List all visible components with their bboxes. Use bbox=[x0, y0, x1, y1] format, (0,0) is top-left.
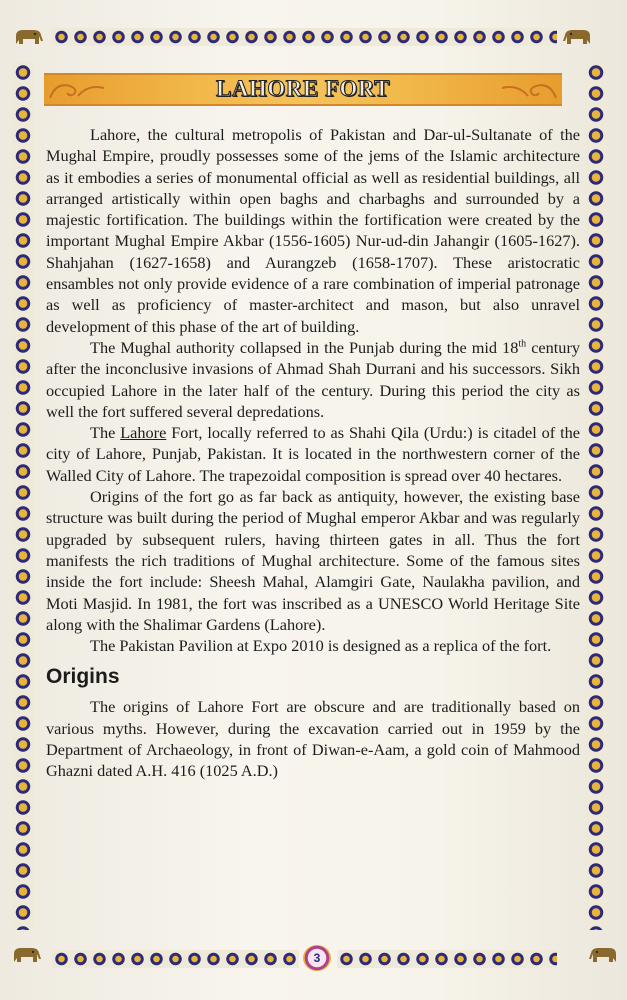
paragraph: Lahore, the cultural metropolis of Pakistan and Dar-ul-Sultanate of the Mughal Empire, proudly possesses some of the jems of the Islamic architecture as it embodies a series of monumental official as well as residential buildings, all arranged artistically within open baghs and charbaghs and surrounded by a majestic fortification. The buildings within the fortification were created by the important Mughal Empire Akbar (1556-1605) Nur-ud-din Jahangir (1605-1627). Shahjahan (1627-1658) and Aurangzeb (1658-1707). These aristocratic ensambles not only provide evidence of a rare combination of imperial patronage as well as proficiency of master-architect and mason, but also unravel development of this phase of the art of building. bbox=[46, 125, 580, 336]
ornamental-border-bottom-right bbox=[337, 950, 557, 968]
elephant-icon bbox=[10, 944, 44, 966]
title-banner bbox=[44, 73, 562, 106]
ornamental-border-right bbox=[585, 62, 607, 930]
page-number-badge: 3 bbox=[303, 945, 331, 971]
paragraph-text: century after the inconclusive invasions of Ahmad Shah Durrani and his successors. Sikh occupied Lahore in the later half of the century. During this period the city as well the fort suffered several depredations. bbox=[46, 337, 581, 421]
paragraph-text: The bbox=[90, 423, 121, 443]
paragraph: Origins of the fort go as far back as antiquity, however, the existing base structure was built during the period of Mughal emperor Akbar and was regularly upgraded by subsequent rulers, having thirteen gates in all. Thus the fort manifests the rich traditions of Mughal architecture. Some of the famous sites inside the fort include: Sheesh Mahal, Alamgiri Gate, Naulakha pavilion, and Moti Masjid. In 1981, the fort was inscribed as a UNESCO World Heritage Site along with the Shalimar Gardens (Lahore). bbox=[46, 487, 580, 634]
elephant-icon bbox=[586, 944, 620, 966]
paragraph: The origins of Lahore Fort are obscure and are traditionally based on various myths. However, during the excavation carried out in 1959 by the Department of Archaeology, in front of Diwan-e-Aam, a gold coin of Mahmood Ghazni dated A.H. 416 (1025 A.D.) bbox=[46, 697, 580, 781]
ornamental-border-left bbox=[12, 62, 34, 930]
paragraph-text: The Mughal authority collapsed in the Punjab during the mid 18 bbox=[90, 337, 519, 357]
article-body bbox=[46, 124, 580, 782]
ornamental-border-bottom-left bbox=[52, 950, 299, 968]
elephant-icon bbox=[560, 26, 594, 48]
underlined-link: Lahore bbox=[120, 423, 167, 443]
page-title: LAHORE FORT bbox=[215, 76, 390, 101]
paragraph bbox=[46, 422, 580, 486]
paragraph-text: Fort, locally referred to as Shahi Qila (Urdu:) is citadel of the city of Lahore, Punjab, Pakistan. It is located in the northwestern corner of the Walled City of Lahore. The trapezoidal composition is spread over 40 hectares. bbox=[46, 423, 580, 485]
paragraph: The Pakistan Pavilion at Expo 2010 is designed as a replica of the fort. bbox=[90, 636, 552, 656]
paragraph bbox=[46, 337, 580, 422]
section-heading: Origins bbox=[46, 665, 120, 689]
elephant-icon bbox=[12, 26, 46, 48]
ornamental-border-top bbox=[52, 28, 557, 46]
superscript: th bbox=[518, 338, 527, 350]
